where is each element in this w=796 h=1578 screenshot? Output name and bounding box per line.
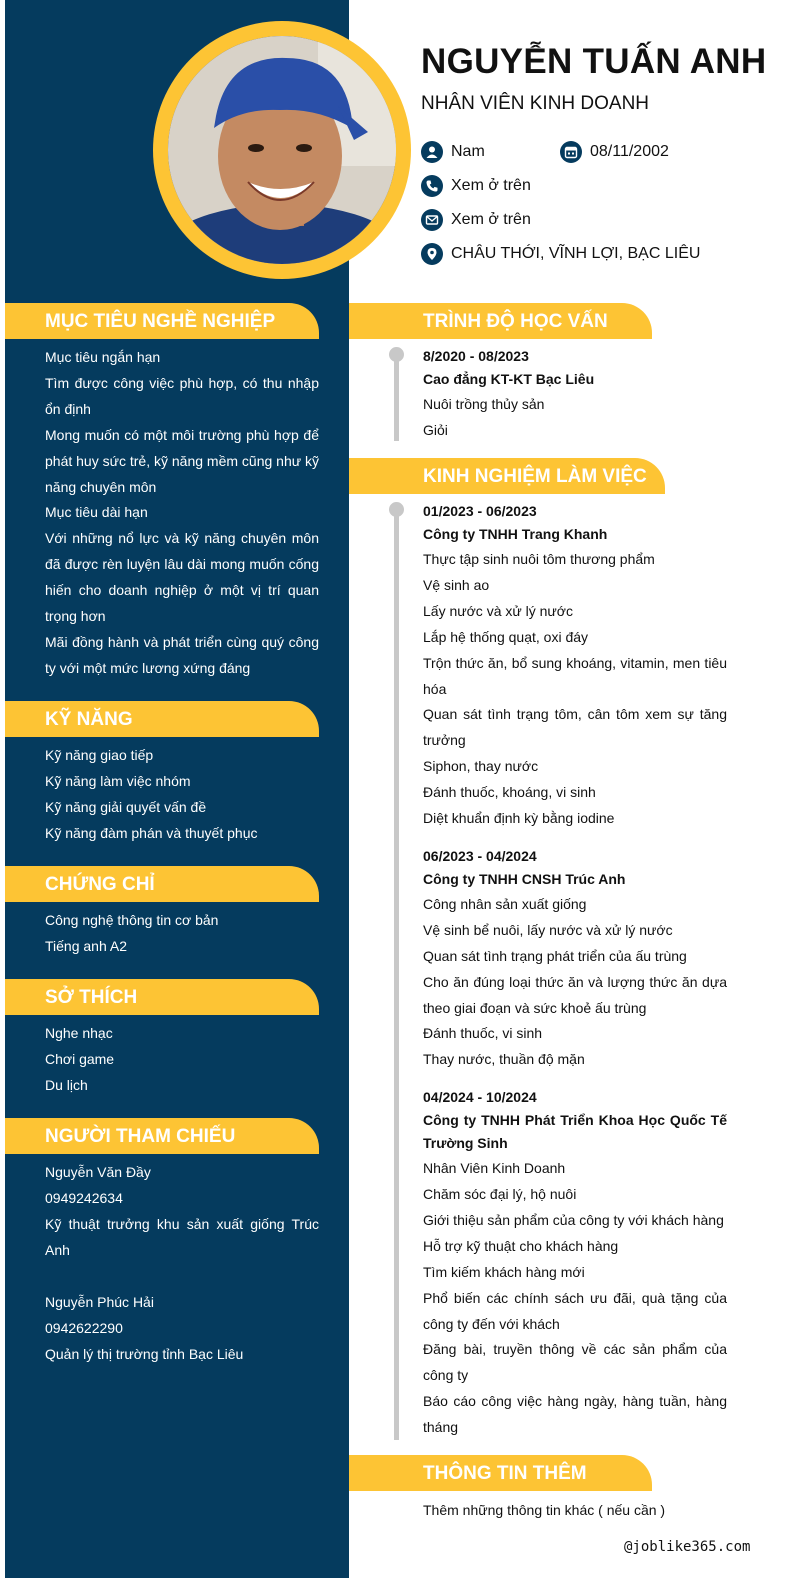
section-title-references: NGƯỜI THAM CHIẾU (5, 1118, 319, 1154)
section-title-experience: KINH NGHIỆM LÀM VIỆC (349, 458, 665, 494)
job-duty: Phổ biến các chính sách ưu đãi, quà tặng của công ty đến với khách (423, 1290, 727, 1332)
education-period: 8/2020 - 08/2023 (423, 348, 529, 364)
job-duty: Đăng bài, truyền thông về các sản phẩm của công ty (423, 1341, 727, 1383)
extra-text: Thêm những thông tin khác ( nếu cần ) (423, 1502, 666, 1518)
address-value: CHÂU THỚI, VĨNH LỢI, BẠC LIÊU (451, 245, 701, 262)
job-title: NHÂN VIÊN KINH DOANH (421, 93, 650, 114)
hobby-item: Du lịch (45, 1077, 88, 1093)
job-duty: Nhân Viên Kinh Doanh (423, 1160, 566, 1176)
job-company: Công ty TNHH Trang Khanh (423, 526, 608, 542)
hobby-item: Chơi game (45, 1051, 115, 1067)
reference-phone: 0942622290 (45, 1320, 123, 1336)
job-duty: Vệ sinh ao (423, 577, 490, 593)
job-company: Công ty TNHH CNSH Trúc Anh (423, 871, 626, 887)
objective-item: Tìm được công việc phù hợp, có thu nhập ổn định (45, 375, 319, 417)
job-duty: Đánh thuốc, vi sinh (423, 1025, 543, 1041)
birthdate-value: 08/11/2002 (590, 143, 669, 160)
phone-value: Xem ở trên (451, 177, 531, 194)
watermark: @joblike365.com (624, 1539, 751, 1555)
user-icon (421, 141, 443, 163)
address-row (421, 243, 700, 265)
job-duty: Công nhân sản xuất giống (423, 896, 587, 912)
job-duty: Thay nước, thuần độ mặn (423, 1051, 585, 1067)
reference-name: Nguyễn Văn Đầy (45, 1164, 151, 1180)
section-title-hobbies: SỞ THÍCH (5, 979, 319, 1015)
certificate-item: Tiếng anh A2 (45, 938, 127, 954)
location-icon (421, 243, 443, 265)
timeline-line (394, 510, 399, 1440)
job-duty: Giới thiệu sản phẩm của công ty với khách hàng (423, 1212, 724, 1228)
job-duty: Quan sát tình trạng phát triển của ấu trùng (423, 948, 687, 964)
job-duty: Hỗ trợ kỹ thuật cho khách hàng (423, 1238, 619, 1254)
gender-value: Nam (451, 143, 485, 160)
education-major: Nuôi trồng thủy sản (423, 396, 545, 412)
certificate-item: Công nghệ thông tin cơ bản (45, 912, 219, 928)
email-icon (421, 209, 443, 231)
timeline-line (394, 355, 399, 441)
objective-item: Mong muốn có một môi trường phù hợp để phát huy sức trẻ, kỹ năng mềm cũng như kỹ năng chuyên môn (45, 427, 319, 495)
skill-item: Kỹ năng làm việc nhóm (45, 773, 191, 789)
email-row (421, 209, 531, 231)
birthdate-row (560, 141, 669, 163)
phone-row (421, 175, 531, 197)
job-period: 04/2024 - 10/2024 (423, 1089, 537, 1105)
job-company: Công ty TNHH Phát Triển Khoa Học Quốc Tế Trường Sinh (423, 1112, 727, 1151)
email-value: Xem ở trên (451, 211, 531, 228)
job-duty: Lắp hệ thống quạt, oxi đáy (423, 629, 589, 645)
section-title-certificates: CHỨNG CHỈ (5, 866, 319, 902)
skill-item: Kỹ năng giải quyết vấn đề (45, 799, 207, 815)
skill-item: Kỹ năng giao tiếp (45, 747, 154, 763)
job-period: 01/2023 - 06/2023 (423, 503, 537, 519)
reference-phone: 0949242634 (45, 1190, 123, 1206)
section-title-extra: THÔNG TIN THÊM (349, 1455, 652, 1491)
objective-item: Với những nổ lực và kỹ năng chuyên môn đã được rèn luyện lâu dài mong muốn cống hiến cho doanh nghiệp ở một vị trí quan trọng hơn (45, 530, 319, 624)
job-duty: Thực tập sinh nuôi tôm thương phẩm (423, 551, 655, 567)
skill-item: Kỹ năng đàm phán và thuyết phục (45, 825, 258, 841)
hobby-item: Nghe nhạc (45, 1025, 113, 1041)
objective-item: Mục tiêu dài hạn (45, 504, 148, 520)
education-school: Cao đẳng KT-KT Bạc Liêu (423, 371, 595, 387)
job-duty: Lấy nước và xử lý nước (423, 603, 573, 619)
objective-item: Mãi đồng hành và phát triển cùng quý công ty với một mức lương xứng đáng (45, 634, 319, 676)
section-title-skills: KỸ NĂNG (5, 701, 319, 737)
job-duty: Báo cáo công việc hàng ngày, hàng tuần, hàng tháng (423, 1393, 727, 1435)
job-duty: Quan sát tình trạng tôm, cân tôm xem sự tăng trưởng (423, 706, 727, 748)
job-duty: Vệ sinh bể nuôi, lấy nước và xử lý nước (423, 922, 673, 938)
gender-row (421, 141, 485, 163)
job-duty: Tìm kiếm khách hàng mới (423, 1264, 585, 1280)
reference-name: Nguyễn Phúc Hải (45, 1294, 154, 1310)
objective-item: Mục tiêu ngắn hạn (45, 349, 161, 365)
phone-icon (421, 175, 443, 197)
job-duty: Diệt khuẩn định kỳ bằng iodine (423, 810, 615, 826)
job-duty: Siphon, thay nước (423, 758, 539, 774)
job-duty: Đánh thuốc, khoáng, vi sinh (423, 784, 596, 800)
reference-role: Quản lý thị trường tỉnh Bạc Liêu (45, 1346, 244, 1362)
job-duty: Cho ăn đúng loại thức ăn và lượng thức ăn dựa theo giai đoạn và sức khoẻ ấu trùng (423, 974, 727, 1016)
education-grade: Giỏi (423, 422, 448, 438)
section-title-objective: MỤC TIÊU NGHỀ NGHIỆP (5, 303, 319, 339)
section-title-education: TRÌNH ĐỘ HỌC VẤN (349, 303, 652, 339)
job-duty: Trộn thức ăn, bổ sung khoáng, vitamin, men tiêu hóa (423, 655, 727, 697)
candidate-name: NGUYỄN TUẤN ANH (421, 42, 767, 81)
calendar-icon (560, 141, 582, 163)
reference-role: Kỹ thuật trưởng khu sản xuất giống Trúc Anh (45, 1216, 319, 1258)
job-period: 06/2023 - 04/2024 (423, 848, 537, 864)
job-duty: Chăm sóc đại lý, hộ nuôi (423, 1186, 577, 1202)
avatar (168, 36, 396, 264)
